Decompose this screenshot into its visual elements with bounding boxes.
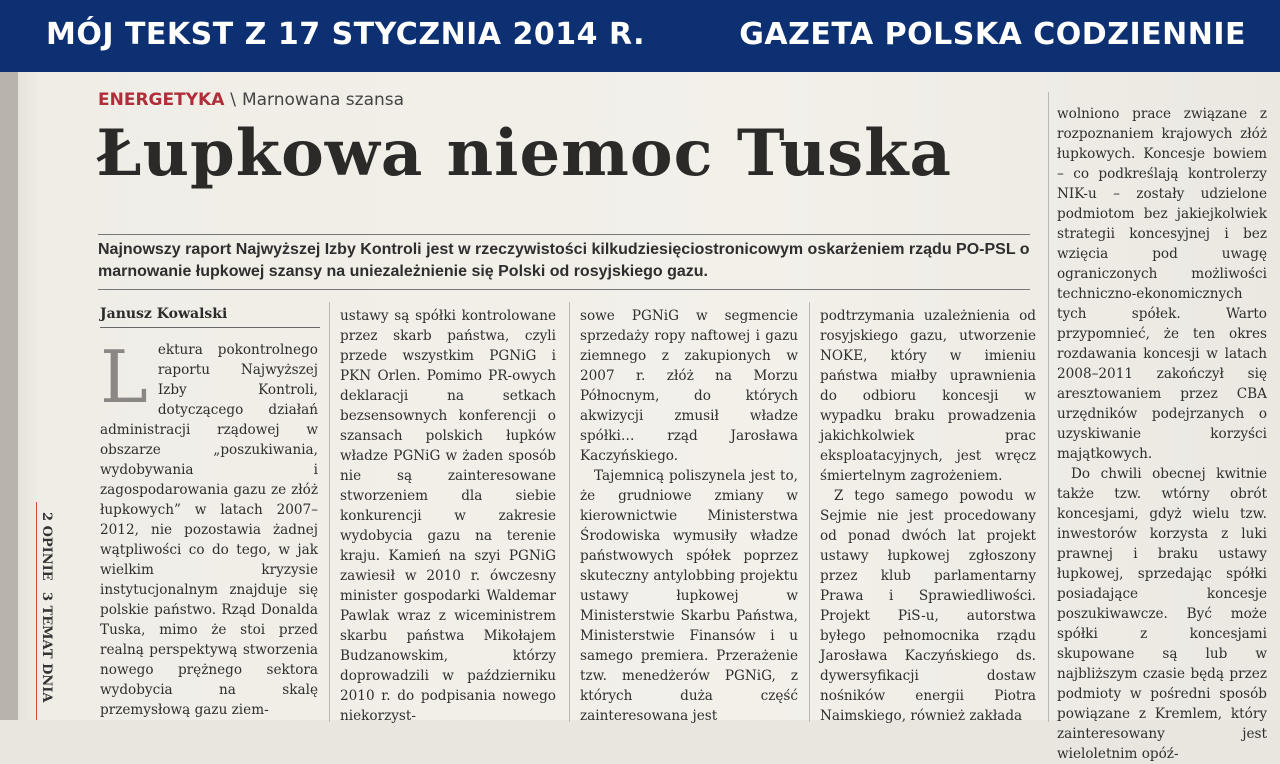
rubric (98, 90, 404, 110)
column-4-text-a: podtrzymania uzależnienia od rosyjskiego gazu, utworzenie NOKE, który w imieniu państwa miałby uprawnienia do odbioru koncesji w wypadku braku prowadzenia jakichkolwiek prac eksploatacyjnych, jest wręcz śmiertelnym zagrożeniem. (820, 308, 1036, 484)
column-2 (340, 306, 556, 726)
headline: Łupkowa niemoc Tuska (96, 116, 952, 191)
section-label-temat-dnia: 3 TEMAT DNIA (39, 592, 54, 703)
column-1-text: ektura pokontrolnego raportu Najwyższej Izby Kontroli, dotyczącego działań administracji rządowej w obszarze „poszukiwania, wydobywania i zagospodarowania gazu ze złóż łupkowych” w latach 2007–2012, nie pozostawia żadnej wątpliwości co do tego, w jak wielkim kryzysie instytucjonalnym znajduje się polskie państwo. Rząd Donalda Tuska, mimo że stoi przed realną perspektywą stworzenia nowego prężnego sektora wydobycia na skalę przemysłową gazu ziem- (100, 342, 318, 718)
author-rule (100, 327, 320, 328)
lead-paragraph: Najnowszy raport Najwyższej Izby Kontroli jest w rzeczywistości kilkudziesięciostronicowym oskarżeniem rządu PO-PSL o marnowanie łupkowej szansy na uniezależnienie się Polski od rosyjskiego gazu. (98, 241, 1030, 280)
column-4 (820, 306, 1036, 726)
column-divider (1048, 92, 1049, 722)
lead-top-rule (98, 234, 1030, 235)
rubric-sub: Marnowana szansa (241, 90, 405, 110)
column-5-text-b: Do chwili obecnej kwitnie także tzw. wtórny obrót koncesjami, gdyż wielu tzw. inwestorów korzysta z luki prawnej i braku ustawy łupkowej, sprzedając spółki posiadające koncesje poszukiwawcze. Być może spółki z koncesjami skupowane są lub w najbliższym czasie będą przez podmioty w pośredni sposób powiązane z Kremlem, który zainteresowany jest wieloletnim opóź- (1057, 466, 1267, 762)
banner-right-text: GAZETA POLSKA CODZIENNIE (739, 17, 1246, 52)
page-edge (0, 72, 18, 720)
section-label-opinie: 2 OPINIE (39, 512, 54, 581)
drop-cap: L (100, 335, 148, 419)
newspaper-page (0, 72, 1280, 762)
rubric-separator: \ (230, 90, 237, 110)
column-3-text-a: sowe PGNiG w segmencie sprzedaży ropy naftowej i gazu ziemnego z zakupionych w 2007 r. złóż na Morzu Północnym, do których akwizycji zmusił władze spółki… rząd Jarosława Kaczyńskiego. (580, 308, 798, 464)
column-5-text-a: wolniono prace związane z rozpoznaniem krajowych złóż łupkowych. Koncesje bowiem – co podkreślają kontrolerzy NIK-u – zostały udzielone podmiotom bez jakiejkolwiek strategii koncesyjnej i bez wzięcia pod uwagę ograniczonych możliwości techniczno-ekonomicznych tych spółek. Warto przypomnieć, że ten okres rozdawania koncesji w latach 2008–2011 zakończył się aresztowaniem przez CBA urzędników podejrzanych o uzyskiwanie korzyści majątkowych. (1057, 106, 1267, 462)
author-name: Janusz Kowalski (100, 306, 228, 322)
column-4-text-b: Z tego samego powodu w Sejmie nie jest procedowany od ponad dwóch lat projekt ustawy łupkowej zgłoszony przez klub parlamentarny Prawa i Sprawiedliwości. Projekt PiS-u, autorstwa byłego pełnomocnika rządu Jarosława Kaczyńskiego ds. dywersyfikacji dostaw nośników energii Piotra Naimskiego, również zakłada (820, 488, 1036, 724)
column-1 (100, 335, 318, 720)
column-5 (1057, 104, 1267, 764)
section-labels (36, 512, 58, 722)
column-3 (580, 306, 798, 726)
column-divider (569, 302, 570, 722)
banner (0, 0, 1280, 72)
column-divider (329, 302, 330, 722)
column-divider (809, 302, 810, 722)
banner-left-text: MÓJ TEKST Z 17 STYCZNIA 2014 R. (46, 17, 645, 52)
column-2-text: ustawy są spółki kontrolowane przez skarb państwa, czyli przede wszystkim PGNiG i PKN Orlen. Pomimo PR-owych deklaracji na setkach bezsensownych konferencji o szansach polskich łupków władze PGNiG w żaden sposób nie są zainteresowane stworzeniem dla siebie konkurencji w zakresie wydobycia gazu na terenie kraju. Kamień na szyi PGNiG zawiesił w 2010 r. ówczesny minister gospodarki Waldemar Pawlak wraz z wiceministrem skarbu państwa Mikołajem Budzanowskim, którzy doprowadzili w październiku 2010 r. do podpisania nowego niekorzyst- (340, 308, 556, 724)
column-3-text-b: Tajemnicą poliszynela jest to, że grudniowe zmiany w kierownictwie Ministerstwa Środowiska wymusiły władze państwowych spółek poprzez skuteczny antylobbing projektu ustawy łupkowej w Ministerstwie Skarbu Państwa, Ministerstwie Finansów i u samego premiera. Przerażenie tzw. menedżerów PGNiG, z których duża część zainteresowana jest (580, 468, 798, 724)
rubric-section: ENERGETYKA (98, 90, 225, 110)
lead-bottom-rule (98, 289, 1030, 290)
